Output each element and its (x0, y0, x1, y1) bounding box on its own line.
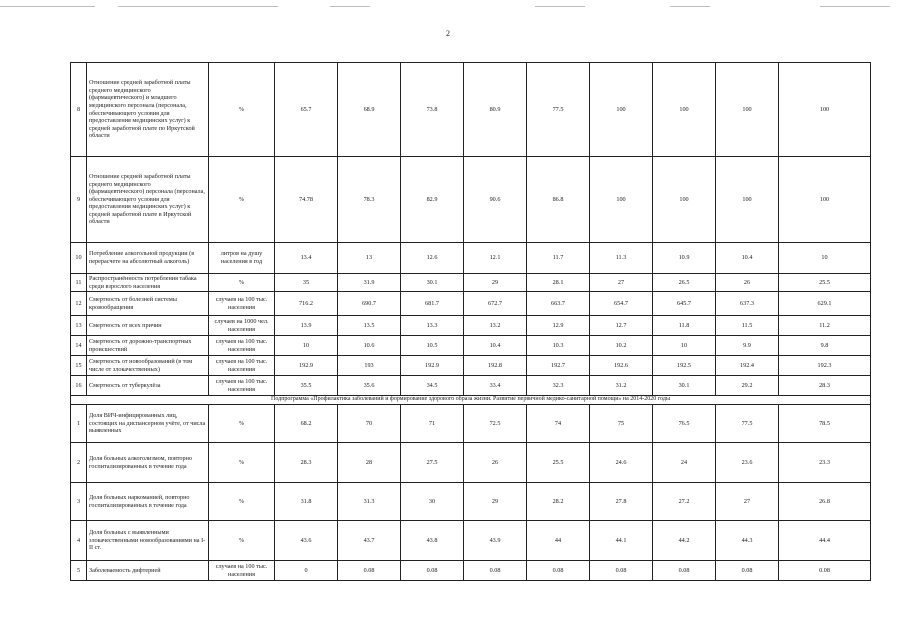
value-cell: 192.5 (653, 356, 716, 376)
value-cell: 100 (716, 157, 779, 243)
value-cell: 34.5 (401, 376, 464, 396)
value-cell: 0 (275, 561, 338, 581)
value-cell: 44.1 (590, 521, 653, 561)
unit-cell: случаев на 1000 чел. населения (209, 316, 275, 336)
table-row (71, 443, 871, 483)
value-cell: 68.2 (275, 405, 338, 443)
value-cell: 35.6 (338, 376, 401, 396)
indicator-name: Отношение средней заработной платы среднего медицинского (фармацевтического) и младшего медицинского персонала (персонала, обеспечивающего условия для предоставления медицинских услуг) к средней заработной плате по Иркутской области (87, 63, 209, 157)
value-cell: 10.4 (716, 243, 779, 274)
value-cell: 26 (464, 443, 527, 483)
value-cell: 100 (716, 63, 779, 157)
value-cell: 28.3 (275, 443, 338, 483)
value-cell: 100 (590, 157, 653, 243)
value-cell: 28.3 (779, 376, 871, 396)
unit-cell: случаев на 100 тыс. населения (209, 561, 275, 581)
value-cell: 0.08 (779, 561, 871, 581)
value-cell: 672.7 (464, 292, 527, 316)
value-cell: 192.4 (716, 356, 779, 376)
value-cell: 10.4 (464, 336, 527, 356)
value-cell: 10.9 (653, 243, 716, 274)
value-cell: 31.8 (275, 483, 338, 521)
value-cell: 0.08 (527, 561, 590, 581)
page-number: 2 (446, 29, 450, 38)
value-cell: 12.6 (401, 243, 464, 274)
value-cell: 31.3 (338, 483, 401, 521)
value-cell: 13 (338, 243, 401, 274)
value-cell: 9.9 (716, 336, 779, 356)
unit-cell: % (209, 157, 275, 243)
value-cell: 100 (779, 63, 871, 157)
value-cell: 100 (590, 63, 653, 157)
indicator-table (70, 62, 871, 581)
table-row (71, 356, 871, 376)
value-cell: 28 (338, 443, 401, 483)
value-cell: 192.7 (527, 356, 590, 376)
unit-cell: % (209, 521, 275, 561)
value-cell: 100 (653, 157, 716, 243)
unit-cell: % (209, 483, 275, 521)
value-cell: 70 (338, 405, 401, 443)
value-cell: 10.2 (590, 336, 653, 356)
indicator-name: Смертность от туберкулёза (87, 376, 209, 396)
value-cell: 35.5 (275, 376, 338, 396)
indicator-name: Доля ВИЧ-инфицированных лиц, состоящих на диспансерном учёте, от числа выявленных (87, 405, 209, 443)
value-cell: 13.5 (338, 316, 401, 336)
table-row (71, 316, 871, 336)
value-cell: 25.5 (527, 443, 590, 483)
value-cell: 30 (401, 483, 464, 521)
value-cell: 11.8 (653, 316, 716, 336)
value-cell: 31.9 (338, 274, 401, 292)
section-row (71, 396, 871, 405)
value-cell: 30.1 (401, 274, 464, 292)
value-cell: 27.2 (653, 483, 716, 521)
value-cell: 43.7 (338, 521, 401, 561)
indicator-name: Отношение средней заработной платы среднего медицинского (фармацевтического) персонала (персонала, обеспечивающего условия для предоставления медицинских услуг) к средней заработной плате в Иркутской области (87, 157, 209, 243)
scan-top-edge (0, 6, 905, 8)
value-cell: 0.08 (716, 561, 779, 581)
unit-cell: литров на душу населения в год (209, 243, 275, 274)
value-cell: 10 (779, 243, 871, 274)
value-cell: 10.5 (401, 336, 464, 356)
value-cell: 9.8 (779, 336, 871, 356)
indicator-name: Смертность от новообразований (в том числе от злокачественных) (87, 356, 209, 376)
value-cell: 24 (653, 443, 716, 483)
value-cell: 10 (275, 336, 338, 356)
value-cell: 637.3 (716, 292, 779, 316)
unit-cell: % (209, 274, 275, 292)
section-title: Подпрограмма «Профилактика заболеваний и формирование здорового образа жизни. Развитие первичной медико-санитарной помощи» на 2014-2020 годы (71, 396, 871, 405)
unit-cell: случаев на 100 тыс. населения (209, 356, 275, 376)
table-row (71, 157, 871, 243)
value-cell: 77.5 (716, 405, 779, 443)
value-cell: 12.9 (527, 316, 590, 336)
value-cell: 23.3 (779, 443, 871, 483)
value-cell: 193 (338, 356, 401, 376)
row-number: 4 (71, 521, 87, 561)
value-cell: 11.2 (779, 316, 871, 336)
indicator-name: Доля больных наркоманией, повторно госпитализированных в течение года (87, 483, 209, 521)
indicator-name: Распространённость потребления табака среди взрослого населения (87, 274, 209, 292)
value-cell: 28.2 (527, 483, 590, 521)
value-cell: 32.3 (527, 376, 590, 396)
value-cell: 68.9 (338, 63, 401, 157)
value-cell: 23.6 (716, 443, 779, 483)
table-row (71, 63, 871, 157)
value-cell: 0.08 (653, 561, 716, 581)
value-cell: 26.5 (653, 274, 716, 292)
indicator-name: Смертность от всех причин (87, 316, 209, 336)
value-cell: 24.6 (590, 443, 653, 483)
value-cell: 192.9 (275, 356, 338, 376)
value-cell: 30.1 (653, 376, 716, 396)
indicator-name: Смертность от дорожно-транспортных происшествий (87, 336, 209, 356)
row-number: 3 (71, 483, 87, 521)
table-row (71, 376, 871, 396)
value-cell: 27.5 (401, 443, 464, 483)
value-cell: 27 (716, 483, 779, 521)
row-number: 13 (71, 316, 87, 336)
value-cell: 78.5 (779, 405, 871, 443)
value-cell: 690.7 (338, 292, 401, 316)
value-cell: 10 (653, 336, 716, 356)
value-cell: 35 (275, 274, 338, 292)
row-number: 14 (71, 336, 87, 356)
table-row (71, 336, 871, 356)
value-cell: 11.5 (716, 316, 779, 336)
value-cell: 0.08 (590, 561, 653, 581)
value-cell: 82.9 (401, 157, 464, 243)
value-cell: 71 (401, 405, 464, 443)
value-cell: 26.8 (779, 483, 871, 521)
unit-cell: случаев на 100 тыс. населения (209, 376, 275, 396)
value-cell: 25.5 (779, 274, 871, 292)
table-body-part1 (71, 63, 871, 396)
value-cell: 100 (779, 157, 871, 243)
value-cell: 192.9 (401, 356, 464, 376)
value-cell: 13.9 (275, 316, 338, 336)
value-cell: 44 (527, 521, 590, 561)
value-cell: 0.08 (401, 561, 464, 581)
value-cell: 72.5 (464, 405, 527, 443)
unit-cell: случаев на 100 тыс. населения (209, 336, 275, 356)
value-cell: 78.3 (338, 157, 401, 243)
value-cell: 13.3 (401, 316, 464, 336)
value-cell: 10.6 (338, 336, 401, 356)
table-body-part2 (71, 405, 871, 581)
value-cell: 716.2 (275, 292, 338, 316)
value-cell: 645.7 (653, 292, 716, 316)
value-cell: 0.08 (338, 561, 401, 581)
row-number: 10 (71, 243, 87, 274)
value-cell: 192.3 (779, 356, 871, 376)
unit-cell: % (209, 63, 275, 157)
value-cell: 26 (716, 274, 779, 292)
value-cell: 80.9 (464, 63, 527, 157)
value-cell: 12.1 (464, 243, 527, 274)
table-row (71, 292, 871, 316)
row-number: 15 (71, 356, 87, 376)
value-cell: 192.6 (590, 356, 653, 376)
value-cell: 29 (464, 274, 527, 292)
value-cell: 33.4 (464, 376, 527, 396)
indicator-name: Заболеваемость дифтерией (87, 561, 209, 581)
value-cell: 43.9 (464, 521, 527, 561)
value-cell: 74.78 (275, 157, 338, 243)
indicator-name: Доля больных алкоголизмом, повторно госпитализированных в течение года (87, 443, 209, 483)
unit-cell: % (209, 443, 275, 483)
value-cell: 12.7 (590, 316, 653, 336)
value-cell: 44.4 (779, 521, 871, 561)
value-cell: 86.8 (527, 157, 590, 243)
value-cell: 11.7 (527, 243, 590, 274)
value-cell: 44.2 (653, 521, 716, 561)
value-cell: 192.8 (464, 356, 527, 376)
value-cell: 11.3 (590, 243, 653, 274)
value-cell: 43.8 (401, 521, 464, 561)
row-number: 9 (71, 157, 87, 243)
value-cell: 10.3 (527, 336, 590, 356)
table-row (71, 521, 871, 561)
value-cell: 74 (527, 405, 590, 443)
value-cell: 29 (464, 483, 527, 521)
value-cell: 27 (590, 274, 653, 292)
table-row (71, 561, 871, 581)
value-cell: 90.6 (464, 157, 527, 243)
row-number: 11 (71, 274, 87, 292)
row-number: 5 (71, 561, 87, 581)
indicator-name: Доля больных с выявленными злокачественными новообразованиями на I-II ст. (87, 521, 209, 561)
value-cell: 681.7 (401, 292, 464, 316)
value-cell: 31.2 (590, 376, 653, 396)
value-cell: 29.2 (716, 376, 779, 396)
unit-cell: % (209, 405, 275, 443)
value-cell: 76.5 (653, 405, 716, 443)
value-cell: 13.4 (275, 243, 338, 274)
value-cell: 663.7 (527, 292, 590, 316)
value-cell: 28.1 (527, 274, 590, 292)
table-row (71, 243, 871, 274)
value-cell: 65.7 (275, 63, 338, 157)
row-number: 1 (71, 405, 87, 443)
value-cell: 75 (590, 405, 653, 443)
value-cell: 629.1 (779, 292, 871, 316)
table-row (71, 483, 871, 521)
row-number: 8 (71, 63, 87, 157)
indicator-name: Потребление алкогольной продукции (в перерасчете на абсолютный алкоголь) (87, 243, 209, 274)
value-cell: 77.5 (527, 63, 590, 157)
value-cell: 13.2 (464, 316, 527, 336)
value-cell: 44.3 (716, 521, 779, 561)
value-cell: 0.08 (464, 561, 527, 581)
row-number: 2 (71, 443, 87, 483)
value-cell: 654.7 (590, 292, 653, 316)
value-cell: 100 (653, 63, 716, 157)
table-row (71, 405, 871, 443)
indicator-name: Смертность от болезней системы кровообращения (87, 292, 209, 316)
row-number: 12 (71, 292, 87, 316)
unit-cell: случаев на 100 тыс. населения (209, 292, 275, 316)
value-cell: 73.8 (401, 63, 464, 157)
row-number: 16 (71, 376, 87, 396)
table-row (71, 274, 871, 292)
value-cell: 43.6 (275, 521, 338, 561)
value-cell: 27.8 (590, 483, 653, 521)
